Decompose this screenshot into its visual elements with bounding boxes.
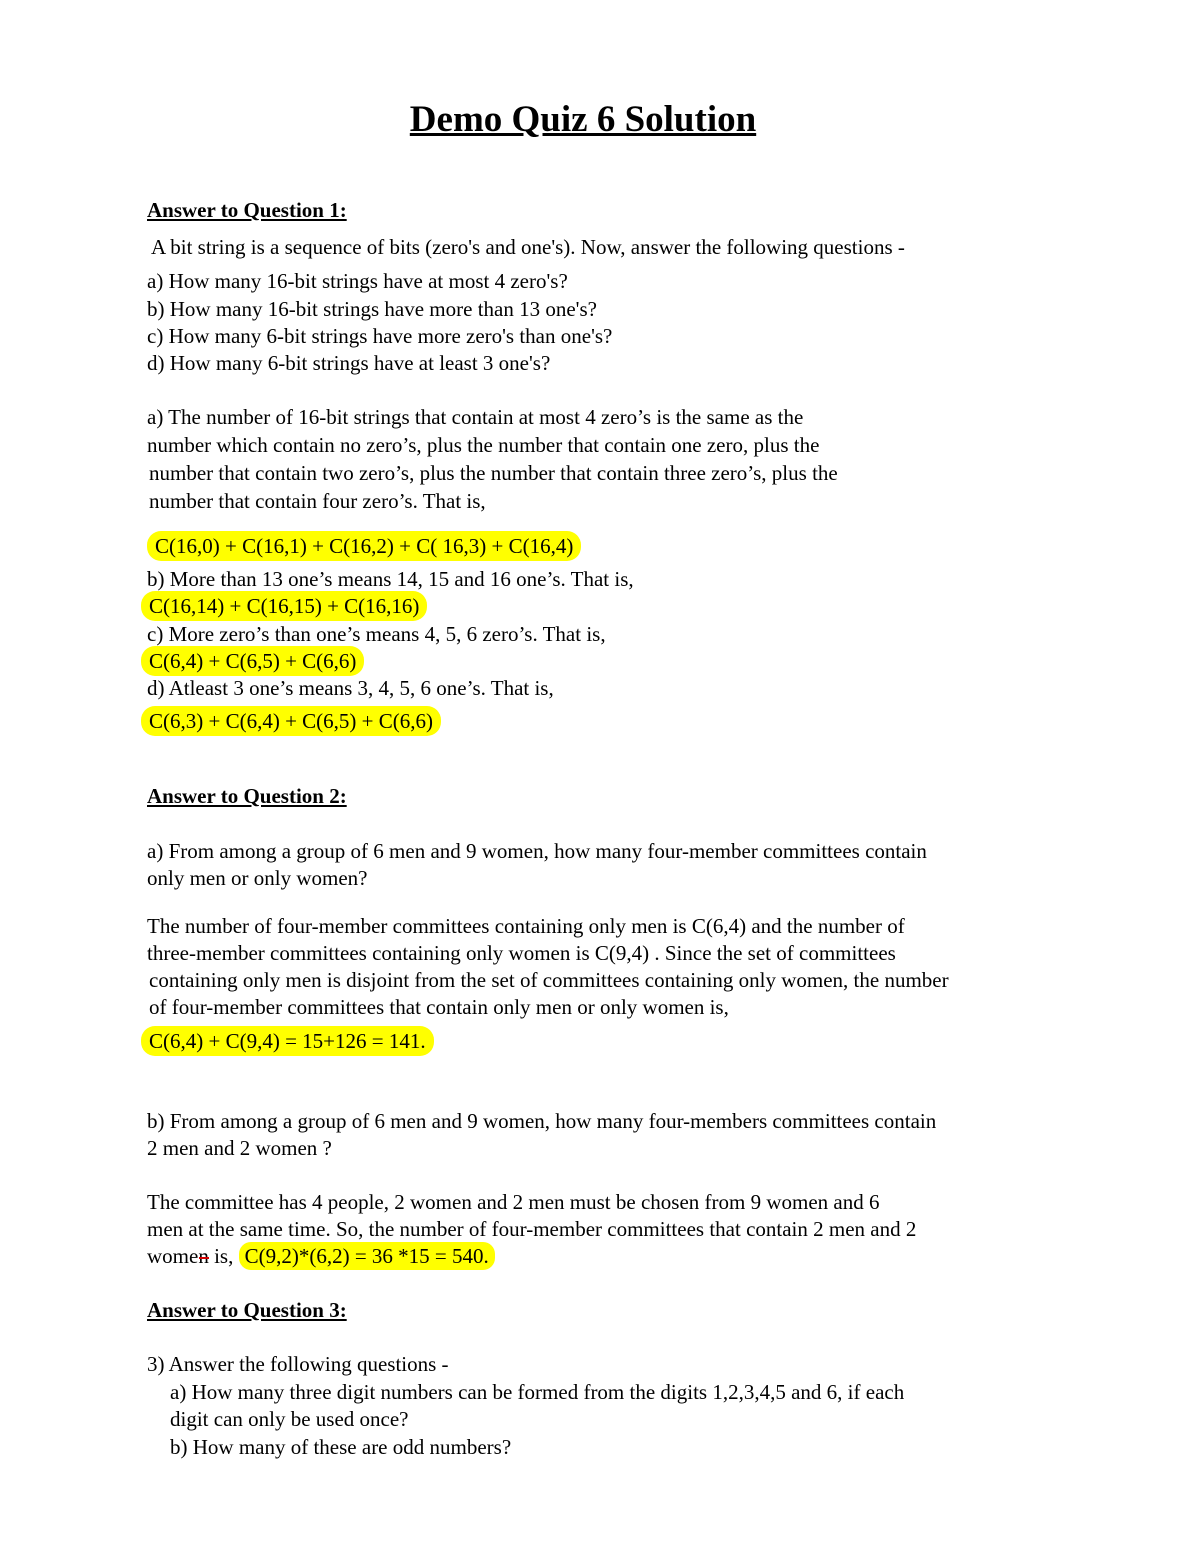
q1-explanation-line: number that contain two zero’s, plus the number that contain three zero’s, plus the — [149, 461, 838, 485]
q2-solution-b-line: men at the same time. So, the number of four-member committees that contain 2 men and 2 — [147, 1217, 917, 1241]
q1-answer-d — [147, 708, 441, 735]
q1-answer-c — [147, 648, 364, 675]
q2-solution-b-last-line — [147, 1243, 495, 1270]
highlighted-answer: C(6,3) + C(6,4) + C(6,5) + C(6,6) — [141, 706, 441, 736]
q1-intro: A bit string is a sequence of bits (zero's and one's). Now, answer the following questions - — [151, 235, 905, 259]
q1-answer-b — [147, 593, 427, 620]
q1-question-b: b) How many 16-bit strings have more than 13 one's? — [147, 297, 597, 321]
q1-text-d: d) Atleast 3 one’s means 3, 4, 5, 6 one’s. That is, — [147, 676, 554, 700]
page-title: Demo Quiz 6 Solution — [409, 99, 757, 140]
q1-answer-a — [153, 533, 581, 560]
q1-explanation-line: number that contain four zero’s. That is, — [149, 489, 486, 513]
q3-line: digit can only be used once? — [170, 1407, 409, 1431]
q2-question-b-line: b) From among a group of 6 men and 9 women, how many four-members committees contain — [147, 1109, 937, 1133]
q2-question-a-line: a) From among a group of 6 men and 9 women, how many four-member committees contain — [147, 839, 927, 863]
q2-question-b-line: 2 men and 2 women ? — [147, 1136, 332, 1160]
q1-explanation-line: a) The number of 16-bit strings that contain at most 4 zero’s is the same as the — [147, 405, 804, 429]
q1-question-d: d) How many 6-bit strings have at least 3 one's? — [147, 351, 551, 375]
highlighted-answer: C(6,4) + C(9,4) = 15+126 = 141. — [141, 1026, 434, 1056]
q2-solution-a-line: three-member committees containing only women is C(9,4) . Since the set of committees — [147, 941, 896, 965]
struck-through-letter: n — [198, 1244, 209, 1268]
q1-text-b: b) More than 13 one’s means 14, 15 and 16 one’s. That is, — [147, 567, 634, 591]
highlighted-answer: C(6,4) + C(6,5) + C(6,6) — [141, 646, 364, 676]
q1-heading: Answer to Question 1: — [147, 198, 347, 222]
q2-solution-a-line: of four-member committees that contain only men or only women is, — [149, 995, 729, 1019]
q1-question-c: c) How many 6-bit strings have more zero's than one's? — [147, 324, 613, 348]
q1-explanation-line: number which contain no zero’s, plus the number that contain one zero, plus the — [147, 433, 820, 457]
q3-intro: 3) Answer the following questions - — [147, 1352, 449, 1376]
q2-answer-a — [147, 1028, 434, 1055]
q2-solution-b-mid: is, — [208, 1244, 239, 1268]
highlighted-answer: C(16,0) + C(16,1) + C(16,2) + C( 16,3) + C(16,4) — [147, 531, 581, 561]
q3-line: b) How many of these are odd numbers? — [170, 1435, 512, 1459]
highlighted-answer: C(16,14) + C(16,15) + C(16,16) — [141, 591, 427, 621]
q1-text-c: c) More zero’s than one’s means 4, 5, 6 zero’s. That is, — [147, 622, 606, 646]
q2-solution-a-line: containing only men is disjoint from the set of committees containing only women, the number — [149, 968, 949, 992]
q3-heading: Answer to Question 3: — [147, 1298, 347, 1322]
q3-line: a) How many three digit numbers can be formed from the digits 1,2,3,4,5 and 6, if each — [170, 1380, 905, 1404]
q2-heading: Answer to Question 2: — [147, 784, 347, 808]
q2-solution-a-line: The number of four-member committees containing only men is C(6,4) and the number of — [147, 914, 905, 938]
q2-solution-b-prefix: wome — [147, 1244, 199, 1268]
highlighted-answer: C(9,2)*(6,2) = 36 *15 = 540. — [239, 1242, 495, 1270]
q2-solution-b-line: The committee has 4 people, 2 women and 2 men must be chosen from 9 women and 6 — [147, 1190, 880, 1214]
q2-question-a-line: only men or only women? — [147, 866, 368, 890]
q1-question-a: a) How many 16-bit strings have at most 4 zero's? — [147, 269, 568, 293]
